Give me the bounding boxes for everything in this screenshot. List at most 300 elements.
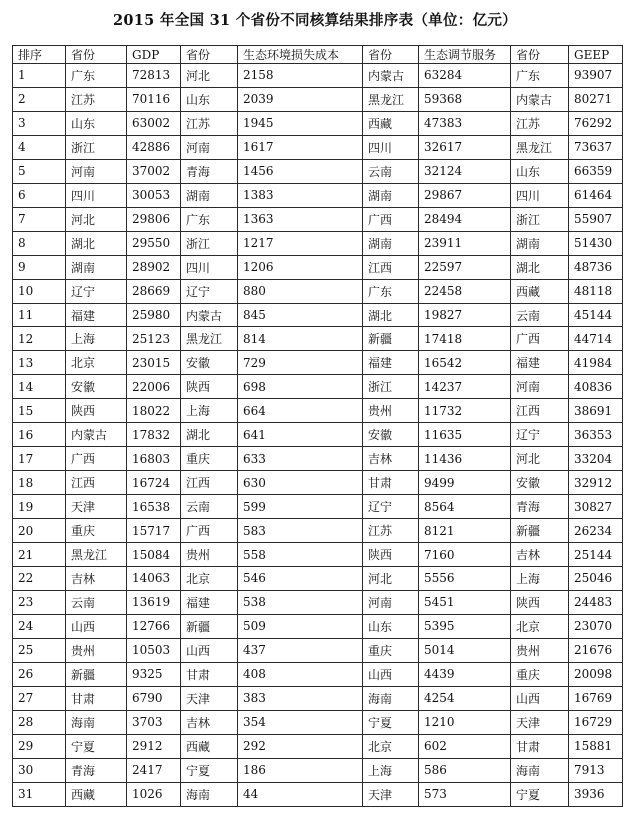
province-cell: 辽宁	[363, 495, 419, 519]
geep-cell: 20098	[569, 662, 623, 686]
geep-cell: 23070	[569, 614, 623, 638]
eco-regulation-service-cell: 4254	[419, 686, 511, 710]
province-cell: 广西	[511, 327, 569, 351]
province-cell: 浙江	[363, 375, 419, 399]
province-cell: 贵州	[66, 638, 127, 662]
rank-cell: 22	[13, 567, 66, 591]
province-cell: 吉林	[181, 710, 238, 734]
province-cell: 西藏	[511, 279, 569, 303]
province-cell: 黑龙江	[66, 543, 127, 567]
province-cell: 江西	[181, 471, 238, 495]
eco-regulation-service-cell: 11635	[419, 423, 511, 447]
rank-cell: 15	[13, 399, 66, 423]
rank-cell: 20	[13, 519, 66, 543]
geep-cell: 32912	[569, 471, 623, 495]
province-cell: 河南	[181, 135, 238, 159]
rank-cell: 19	[13, 495, 66, 519]
province-cell: 安徽	[363, 423, 419, 447]
table-row	[13, 159, 623, 183]
eco-regulation-service-cell: 11436	[419, 447, 511, 471]
header-province-gdp: 省份	[66, 46, 127, 64]
province-cell: 黑龙江	[511, 135, 569, 159]
header-province-loss: 省份	[181, 46, 238, 64]
province-cell: 西藏	[363, 111, 419, 135]
province-cell: 辽宁	[181, 279, 238, 303]
province-cell: 海南	[66, 710, 127, 734]
province-cell: 西藏	[181, 734, 238, 758]
gdp-cell: 23015	[127, 351, 181, 375]
eco-loss-cost-cell: 664	[238, 399, 363, 423]
province-cell: 湖北	[66, 231, 127, 255]
rank-cell: 23	[13, 590, 66, 614]
eco-regulation-service-cell: 9499	[419, 471, 511, 495]
province-cell: 北京	[511, 614, 569, 638]
province-cell: 江苏	[363, 519, 419, 543]
geep-cell: 25046	[569, 567, 623, 591]
table-row	[13, 638, 623, 662]
rank-cell: 6	[13, 183, 66, 207]
eco-regulation-service-cell: 17418	[419, 327, 511, 351]
province-cell: 江西	[363, 255, 419, 279]
province-cell: 陕西	[363, 543, 419, 567]
province-cell: 上海	[181, 399, 238, 423]
gdp-cell: 70116	[127, 87, 181, 111]
province-cell: 广西	[363, 207, 419, 231]
gdp-cell: 14063	[127, 567, 181, 591]
eco-regulation-service-cell: 5395	[419, 614, 511, 638]
province-cell: 河北	[181, 64, 238, 88]
table-row	[13, 183, 623, 207]
table-row	[13, 495, 623, 519]
province-cell: 北京	[363, 734, 419, 758]
province-cell: 甘肃	[181, 662, 238, 686]
province-cell: 天津	[66, 495, 127, 519]
header-rank: 排序	[13, 46, 66, 64]
gdp-cell: 72813	[127, 64, 181, 88]
table-row	[13, 207, 623, 231]
province-cell: 河北	[511, 447, 569, 471]
eco-regulation-service-cell: 602	[419, 734, 511, 758]
province-cell: 内蒙古	[66, 423, 127, 447]
eco-loss-cost-cell: 383	[238, 686, 363, 710]
rank-cell: 5	[13, 159, 66, 183]
province-cell: 江苏	[66, 87, 127, 111]
province-cell: 甘肃	[363, 471, 419, 495]
table-row	[13, 399, 623, 423]
rank-cell: 29	[13, 734, 66, 758]
province-cell: 山西	[181, 638, 238, 662]
geep-cell: 55907	[569, 207, 623, 231]
province-cell: 福建	[181, 590, 238, 614]
eco-regulation-service-cell: 7160	[419, 543, 511, 567]
gdp-cell: 16803	[127, 447, 181, 471]
eco-loss-cost-cell: 1206	[238, 255, 363, 279]
province-cell: 湖南	[181, 183, 238, 207]
table-row	[13, 64, 623, 88]
eco-loss-cost-cell: 186	[238, 758, 363, 782]
geep-cell: 7913	[569, 758, 623, 782]
gdp-cell: 30053	[127, 183, 181, 207]
province-cell: 北京	[181, 567, 238, 591]
eco-loss-cost-cell: 408	[238, 662, 363, 686]
eco-loss-cost-cell: 599	[238, 495, 363, 519]
province-cell: 江西	[66, 471, 127, 495]
rank-cell: 24	[13, 614, 66, 638]
province-cell: 陕西	[181, 375, 238, 399]
province-cell: 宁夏	[181, 758, 238, 782]
geep-cell: 61464	[569, 183, 623, 207]
province-cell: 安徽	[66, 375, 127, 399]
province-cell: 山西	[511, 686, 569, 710]
header-province-geep: 省份	[511, 46, 569, 64]
geep-cell: 24483	[569, 590, 623, 614]
province-cell: 山东	[363, 614, 419, 638]
geep-cell: 51430	[569, 231, 623, 255]
eco-regulation-service-cell: 16542	[419, 351, 511, 375]
province-cell: 重庆	[66, 519, 127, 543]
table-row	[13, 87, 623, 111]
province-cell: 福建	[511, 351, 569, 375]
rank-cell: 1	[13, 64, 66, 88]
rank-cell: 18	[13, 471, 66, 495]
province-cell: 内蒙古	[363, 64, 419, 88]
province-cell: 新疆	[66, 662, 127, 686]
rank-cell: 21	[13, 543, 66, 567]
geep-cell: 40836	[569, 375, 623, 399]
province-cell: 四川	[363, 135, 419, 159]
province-cell: 青海	[66, 758, 127, 782]
rank-cell: 3	[13, 111, 66, 135]
province-cell: 重庆	[363, 638, 419, 662]
geep-cell: 21676	[569, 638, 623, 662]
province-cell: 湖北	[181, 423, 238, 447]
rank-cell: 17	[13, 447, 66, 471]
geep-cell: 15881	[569, 734, 623, 758]
rank-cell: 27	[13, 686, 66, 710]
province-cell: 吉林	[363, 447, 419, 471]
geep-cell: 48736	[569, 255, 623, 279]
province-cell: 上海	[511, 567, 569, 591]
province-cell: 河南	[511, 375, 569, 399]
province-cell: 青海	[511, 495, 569, 519]
gdp-cell: 42886	[127, 135, 181, 159]
table-row	[13, 111, 623, 135]
geep-cell: 44714	[569, 327, 623, 351]
geep-cell: 48118	[569, 279, 623, 303]
province-cell: 吉林	[511, 543, 569, 567]
gdp-cell: 1026	[127, 782, 181, 806]
province-cell: 海南	[363, 686, 419, 710]
eco-regulation-service-cell: 29867	[419, 183, 511, 207]
geep-cell: 38691	[569, 399, 623, 423]
province-cell: 浙江	[511, 207, 569, 231]
header-province-service: 省份	[363, 46, 419, 64]
province-cell: 重庆	[511, 662, 569, 686]
ranking-table	[12, 45, 623, 807]
eco-regulation-service-cell: 5451	[419, 590, 511, 614]
gdp-cell: 6790	[127, 686, 181, 710]
geep-cell: 36353	[569, 423, 623, 447]
eco-regulation-service-cell: 32124	[419, 159, 511, 183]
gdp-cell: 63002	[127, 111, 181, 135]
eco-loss-cost-cell: 880	[238, 279, 363, 303]
eco-regulation-service-cell: 23911	[419, 231, 511, 255]
gdp-cell: 25123	[127, 327, 181, 351]
eco-regulation-service-cell: 573	[419, 782, 511, 806]
eco-loss-cost-cell: 1363	[238, 207, 363, 231]
province-cell: 辽宁	[511, 423, 569, 447]
gdp-cell: 28902	[127, 255, 181, 279]
geep-cell: 76292	[569, 111, 623, 135]
rank-cell: 30	[13, 758, 66, 782]
gdp-cell: 2417	[127, 758, 181, 782]
province-cell: 辽宁	[66, 279, 127, 303]
eco-loss-cost-cell: 845	[238, 303, 363, 327]
province-cell: 黑龙江	[363, 87, 419, 111]
eco-regulation-service-cell: 19827	[419, 303, 511, 327]
table-row	[13, 447, 623, 471]
geep-cell: 16769	[569, 686, 623, 710]
province-cell: 安徽	[511, 471, 569, 495]
gdp-cell: 9325	[127, 662, 181, 686]
rank-cell: 9	[13, 255, 66, 279]
province-cell: 天津	[363, 782, 419, 806]
table-row	[13, 614, 623, 638]
table-body	[13, 64, 623, 807]
province-cell: 湖南	[511, 231, 569, 255]
gdp-cell: 15084	[127, 543, 181, 567]
rank-cell: 10	[13, 279, 66, 303]
province-cell: 甘肃	[66, 686, 127, 710]
province-cell: 宁夏	[511, 782, 569, 806]
geep-cell: 33204	[569, 447, 623, 471]
rank-cell: 11	[13, 303, 66, 327]
table-title: 2015 年全国 31 个省份不同核算结果排序表（单位：亿元）	[113, 12, 517, 29]
eco-loss-cost-cell: 546	[238, 567, 363, 591]
province-cell: 山西	[66, 614, 127, 638]
gdp-cell: 16538	[127, 495, 181, 519]
gdp-cell: 3703	[127, 710, 181, 734]
eco-regulation-service-cell: 4439	[419, 662, 511, 686]
province-cell: 湖南	[363, 183, 419, 207]
province-cell: 福建	[66, 303, 127, 327]
gdp-cell: 13619	[127, 590, 181, 614]
eco-regulation-service-cell: 8564	[419, 495, 511, 519]
province-cell: 云南	[363, 159, 419, 183]
province-cell: 宁夏	[66, 734, 127, 758]
geep-cell: 41984	[569, 351, 623, 375]
eco-loss-cost-cell: 1456	[238, 159, 363, 183]
province-cell: 湖北	[511, 255, 569, 279]
eco-loss-cost-cell: 437	[238, 638, 363, 662]
rank-cell: 4	[13, 135, 66, 159]
province-cell: 浙江	[181, 231, 238, 255]
province-cell: 新疆	[511, 519, 569, 543]
province-cell: 江苏	[511, 111, 569, 135]
province-cell: 四川	[511, 183, 569, 207]
gdp-cell: 28669	[127, 279, 181, 303]
province-cell: 安徽	[181, 351, 238, 375]
header-gdp: GDP	[127, 46, 181, 64]
eco-regulation-service-cell: 47383	[419, 111, 511, 135]
header-geep: GEEP	[569, 46, 623, 64]
table-row	[13, 423, 623, 447]
table-row	[13, 590, 623, 614]
province-cell: 甘肃	[511, 734, 569, 758]
rank-cell: 8	[13, 231, 66, 255]
eco-loss-cost-cell: 44	[238, 782, 363, 806]
eco-regulation-service-cell: 586	[419, 758, 511, 782]
rank-cell: 2	[13, 87, 66, 111]
gdp-cell: 18022	[127, 399, 181, 423]
province-cell: 天津	[511, 710, 569, 734]
province-cell: 内蒙古	[511, 87, 569, 111]
eco-loss-cost-cell: 2158	[238, 64, 363, 88]
eco-regulation-service-cell: 8121	[419, 519, 511, 543]
gdp-cell: 2912	[127, 734, 181, 758]
province-cell: 吉林	[66, 567, 127, 591]
geep-cell: 25144	[569, 543, 623, 567]
province-cell: 广东	[363, 279, 419, 303]
gdp-cell: 22006	[127, 375, 181, 399]
rank-cell: 25	[13, 638, 66, 662]
province-cell: 河南	[363, 590, 419, 614]
province-cell: 天津	[181, 686, 238, 710]
province-cell: 湖北	[363, 303, 419, 327]
province-cell: 贵州	[181, 543, 238, 567]
eco-loss-cost-cell: 1945	[238, 111, 363, 135]
geep-cell: 30827	[569, 495, 623, 519]
gdp-cell: 10503	[127, 638, 181, 662]
table-row	[13, 255, 623, 279]
table-row	[13, 135, 623, 159]
eco-regulation-service-cell: 5014	[419, 638, 511, 662]
eco-regulation-service-cell: 5556	[419, 567, 511, 591]
eco-regulation-service-cell: 14237	[419, 375, 511, 399]
table-row	[13, 567, 623, 591]
eco-regulation-service-cell: 32617	[419, 135, 511, 159]
eco-regulation-service-cell: 22458	[419, 279, 511, 303]
geep-cell: 73637	[569, 135, 623, 159]
eco-regulation-service-cell: 11732	[419, 399, 511, 423]
gdp-cell: 29806	[127, 207, 181, 231]
rank-cell: 26	[13, 662, 66, 686]
gdp-cell: 29550	[127, 231, 181, 255]
province-cell: 新疆	[363, 327, 419, 351]
table-header-row	[13, 46, 623, 64]
rank-cell: 7	[13, 207, 66, 231]
gdp-cell: 12766	[127, 614, 181, 638]
province-cell: 海南	[511, 758, 569, 782]
province-cell: 福建	[363, 351, 419, 375]
province-cell: 广东	[511, 64, 569, 88]
table-row	[13, 375, 623, 399]
gdp-cell: 17832	[127, 423, 181, 447]
province-cell: 湖南	[363, 231, 419, 255]
province-cell: 青海	[181, 159, 238, 183]
province-cell: 山东	[181, 87, 238, 111]
province-cell: 北京	[66, 351, 127, 375]
table-row	[13, 782, 623, 806]
province-cell: 重庆	[181, 447, 238, 471]
province-cell: 广东	[181, 207, 238, 231]
gdp-cell: 15717	[127, 519, 181, 543]
rank-cell: 13	[13, 351, 66, 375]
rank-cell: 14	[13, 375, 66, 399]
rank-cell: 12	[13, 327, 66, 351]
eco-loss-cost-cell: 558	[238, 543, 363, 567]
eco-loss-cost-cell: 292	[238, 734, 363, 758]
header-eco-loss-cost: 生态环境损失成本	[238, 46, 363, 64]
province-cell: 山东	[66, 111, 127, 135]
gdp-cell: 25980	[127, 303, 181, 327]
geep-cell: 3936	[569, 782, 623, 806]
geep-cell: 45144	[569, 303, 623, 327]
geep-cell: 80271	[569, 87, 623, 111]
rank-cell: 31	[13, 782, 66, 806]
eco-regulation-service-cell: 1210	[419, 710, 511, 734]
eco-loss-cost-cell: 1617	[238, 135, 363, 159]
province-cell: 黑龙江	[181, 327, 238, 351]
province-cell: 河南	[66, 159, 127, 183]
eco-loss-cost-cell: 354	[238, 710, 363, 734]
table-row	[13, 519, 623, 543]
eco-regulation-service-cell: 28494	[419, 207, 511, 231]
province-cell: 内蒙古	[181, 303, 238, 327]
gdp-cell: 37002	[127, 159, 181, 183]
province-cell: 新疆	[181, 614, 238, 638]
province-cell: 云南	[181, 495, 238, 519]
eco-loss-cost-cell: 698	[238, 375, 363, 399]
province-cell: 山西	[363, 662, 419, 686]
province-cell: 陕西	[511, 590, 569, 614]
eco-loss-cost-cell: 814	[238, 327, 363, 351]
province-cell: 广东	[66, 64, 127, 88]
province-cell: 贵州	[363, 399, 419, 423]
eco-regulation-service-cell: 22597	[419, 255, 511, 279]
province-cell: 云南	[66, 590, 127, 614]
gdp-cell: 16724	[127, 471, 181, 495]
geep-cell: 16729	[569, 710, 623, 734]
rank-cell: 28	[13, 710, 66, 734]
table-row	[13, 758, 623, 782]
province-cell: 广西	[181, 519, 238, 543]
eco-loss-cost-cell: 641	[238, 423, 363, 447]
table-row	[13, 231, 623, 255]
province-cell: 湖南	[66, 255, 127, 279]
province-cell: 江苏	[181, 111, 238, 135]
eco-regulation-service-cell: 59368	[419, 87, 511, 111]
table-row	[13, 471, 623, 495]
eco-loss-cost-cell: 633	[238, 447, 363, 471]
province-cell: 西藏	[66, 782, 127, 806]
eco-loss-cost-cell: 538	[238, 590, 363, 614]
eco-loss-cost-cell: 509	[238, 614, 363, 638]
geep-cell: 93907	[569, 64, 623, 88]
province-cell: 云南	[511, 303, 569, 327]
province-cell: 江西	[511, 399, 569, 423]
eco-regulation-service-cell: 63284	[419, 64, 511, 88]
table-row	[13, 351, 623, 375]
eco-loss-cost-cell: 630	[238, 471, 363, 495]
eco-loss-cost-cell: 729	[238, 351, 363, 375]
province-cell: 陕西	[66, 399, 127, 423]
table-row	[13, 662, 623, 686]
province-cell: 山东	[511, 159, 569, 183]
table-row	[13, 303, 623, 327]
province-cell: 四川	[181, 255, 238, 279]
province-cell: 海南	[181, 782, 238, 806]
